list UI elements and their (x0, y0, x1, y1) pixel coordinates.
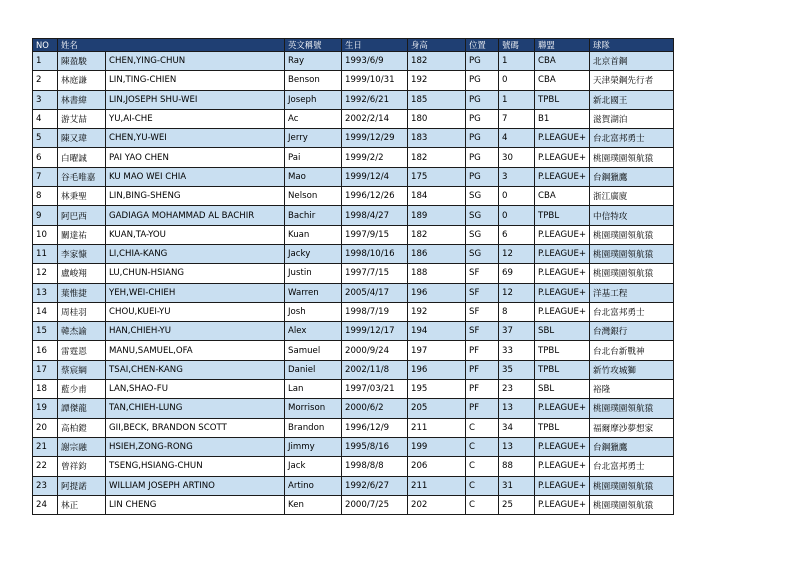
cell-height: 186 (408, 244, 466, 263)
cell-chinese-name: 白曜誠 (58, 148, 106, 167)
table-row (33, 322, 674, 341)
cell-chinese-name: 曾祥鈞 (58, 457, 106, 476)
cell-chinese-name: 林庭謙 (58, 71, 106, 90)
table-row (33, 476, 674, 495)
cell-team: 桃園璞園領航猿 (590, 148, 674, 167)
cell-height: 196 (408, 360, 466, 379)
table-row (33, 52, 674, 71)
cell-romanized-name: TSENG,HSIANG-CHUN (106, 457, 285, 476)
cell-position: PF (466, 360, 499, 379)
cell-position: SG (466, 225, 499, 244)
cell-english-name: Ac (285, 109, 342, 128)
cell-romanized-name: YU,AI-CHE (106, 109, 285, 128)
cell-chinese-name: 谷毛唯嘉 (58, 167, 106, 186)
cell-team: 台北富邦勇士 (590, 302, 674, 321)
cell-number: 0 (499, 187, 535, 206)
cell-birthday: 1997/9/15 (342, 225, 408, 244)
cell-team: 桃園璞園領航猿 (590, 244, 674, 263)
cell-chinese-name: 游艾喆 (58, 109, 106, 128)
cell-team: 台北富邦勇士 (590, 457, 674, 476)
cell-romanized-name: LIN,BING-SHENG (106, 187, 285, 206)
cell-position: C (466, 418, 499, 437)
cell-number: 35 (499, 360, 535, 379)
cell-romanized-name: LIN,TING-CHIEN (106, 71, 285, 90)
cell-height: 205 (408, 399, 466, 418)
cell-no: 20 (33, 418, 58, 437)
cell-english-name: Nelson (285, 187, 342, 206)
cell-number: 1 (499, 90, 535, 109)
cell-chinese-name: 李家慷 (58, 244, 106, 263)
cell-birthday: 2000/6/2 (342, 399, 408, 418)
cell-birthday: 1996/12/9 (342, 418, 408, 437)
cell-position: SG (466, 206, 499, 225)
table-row (33, 360, 674, 379)
cell-english-name: Lan (285, 380, 342, 399)
cell-english-name: Warren (285, 283, 342, 302)
cell-league: P.LEAGUE+ (535, 437, 590, 456)
cell-english-name: Joseph (285, 90, 342, 109)
cell-number: 0 (499, 71, 535, 90)
cell-english-name: Alex (285, 322, 342, 341)
cell-number: 31 (499, 476, 535, 495)
cell-position: C (466, 437, 499, 456)
cell-no: 1 (33, 52, 58, 71)
cell-chinese-name: 藍少甫 (58, 380, 106, 399)
cell-height: 182 (408, 52, 466, 71)
table-row (33, 341, 674, 360)
cell-number: 88 (499, 457, 535, 476)
cell-chinese-name: 謝宗融 (58, 437, 106, 456)
cell-birthday: 1993/6/9 (342, 52, 408, 71)
cell-height: 194 (408, 322, 466, 341)
table-row (33, 264, 674, 283)
cell-team: 天津榮鋼先行者 (590, 71, 674, 90)
cell-position: PG (466, 109, 499, 128)
cell-league: CBA (535, 187, 590, 206)
cell-english-name: Jerry (285, 129, 342, 148)
cell-birthday: 2002/11/8 (342, 360, 408, 379)
cell-league: P.LEAGUE+ (535, 244, 590, 263)
cell-no: 6 (33, 148, 58, 167)
cell-birthday: 1998/4/27 (342, 206, 408, 225)
cell-chinese-name: 周桂羽 (58, 302, 106, 321)
cell-english-name: Justin (285, 264, 342, 283)
cell-birthday: 2002/2/14 (342, 109, 408, 128)
cell-number: 13 (499, 437, 535, 456)
cell-no: 13 (33, 283, 58, 302)
cell-english-name: Bachir (285, 206, 342, 225)
cell-birthday: 1995/8/16 (342, 437, 408, 456)
cell-birthday: 1999/12/17 (342, 322, 408, 341)
cell-chinese-name: 蔡宸綱 (58, 360, 106, 379)
cell-number: 8 (499, 302, 535, 321)
cell-no: 18 (33, 380, 58, 399)
column-header-no: NO (33, 39, 58, 52)
cell-position: PF (466, 380, 499, 399)
cell-no: 8 (33, 187, 58, 206)
cell-birthday: 1996/12/26 (342, 187, 408, 206)
table-row (33, 418, 674, 437)
cell-romanized-name: MANU,SAMUEL,OFA (106, 341, 285, 360)
cell-league: B1 (535, 109, 590, 128)
table-row (33, 71, 674, 90)
cell-height: 192 (408, 71, 466, 90)
column-header-league: 聯盟 (535, 39, 590, 52)
cell-number: 4 (499, 129, 535, 148)
cell-chinese-name: 陳盈駿 (58, 52, 106, 71)
cell-no: 14 (33, 302, 58, 321)
cell-position: PG (466, 148, 499, 167)
cell-chinese-name: 林正 (58, 495, 106, 514)
cell-position: C (466, 476, 499, 495)
table-row (33, 302, 674, 321)
cell-chinese-name: 陳又瑋 (58, 129, 106, 148)
cell-birthday: 1999/2/2 (342, 148, 408, 167)
cell-english-name: Kuan (285, 225, 342, 244)
cell-number: 3 (499, 167, 535, 186)
cell-chinese-name: 譚傑龍 (58, 399, 106, 418)
column-header-team: 球隊 (590, 39, 674, 52)
cell-number: 34 (499, 418, 535, 437)
cell-league: TPBL (535, 360, 590, 379)
cell-position: PG (466, 52, 499, 71)
cell-height: 188 (408, 264, 466, 283)
cell-position: PG (466, 129, 499, 148)
cell-english-name: Jack (285, 457, 342, 476)
cell-height: 202 (408, 495, 466, 514)
cell-romanized-name: PAI YAO CHEN (106, 148, 285, 167)
cell-team: 桃園璞園領航猿 (590, 264, 674, 283)
cell-english-name: Pai (285, 148, 342, 167)
cell-number: 7 (499, 109, 535, 128)
cell-number: 23 (499, 380, 535, 399)
cell-chinese-name: 盧峻翔 (58, 264, 106, 283)
cell-number: 69 (499, 264, 535, 283)
cell-birthday: 2005/4/17 (342, 283, 408, 302)
cell-no: 21 (33, 437, 58, 456)
cell-number: 1 (499, 52, 535, 71)
cell-league: P.LEAGUE+ (535, 264, 590, 283)
cell-chinese-name: 高柏鎧 (58, 418, 106, 437)
cell-team: 裕隆 (590, 380, 674, 399)
cell-birthday: 1992/6/27 (342, 476, 408, 495)
cell-birthday: 1998/8/8 (342, 457, 408, 476)
cell-height: 195 (408, 380, 466, 399)
cell-number: 37 (499, 322, 535, 341)
cell-romanized-name: GADIAGA MOHAMMAD AL BACHIR (106, 206, 285, 225)
cell-romanized-name: GII,BECK, BRANDON SCOTT (106, 418, 285, 437)
cell-team: 台北富邦勇士 (590, 129, 674, 148)
cell-position: C (466, 457, 499, 476)
cell-birthday: 1998/7/19 (342, 302, 408, 321)
cell-team: 桃園璞園領航猿 (590, 399, 674, 418)
roster-table (32, 38, 674, 515)
cell-position: SF (466, 264, 499, 283)
cell-position: SG (466, 244, 499, 263)
column-header-position: 位置 (466, 39, 499, 52)
cell-league: SBL (535, 380, 590, 399)
cell-romanized-name: LU,CHUN-HSIANG (106, 264, 285, 283)
cell-position: SF (466, 322, 499, 341)
cell-no: 9 (33, 206, 58, 225)
cell-league: P.LEAGUE+ (535, 167, 590, 186)
column-header-birthday: 生日 (342, 39, 408, 52)
cell-english-name: Daniel (285, 360, 342, 379)
cell-no: 10 (33, 225, 58, 244)
cell-team: 新北國王 (590, 90, 674, 109)
column-header-height: 身高 (408, 39, 466, 52)
cell-height: 199 (408, 437, 466, 456)
cell-team: 台鋼獵鷹 (590, 167, 674, 186)
cell-english-name: Jimmy (285, 437, 342, 456)
cell-league: P.LEAGUE+ (535, 148, 590, 167)
cell-romanized-name: CHOU,KUEI-YU (106, 302, 285, 321)
cell-english-name: Benson (285, 71, 342, 90)
cell-height: 184 (408, 187, 466, 206)
cell-romanized-name: TAN,CHIEH-LUNG (106, 399, 285, 418)
cell-english-name: Jacky (285, 244, 342, 263)
table-row (33, 148, 674, 167)
cell-height: 211 (408, 476, 466, 495)
cell-league: TPBL (535, 418, 590, 437)
cell-league: TPBL (535, 206, 590, 225)
cell-team: 浙江廣廈 (590, 187, 674, 206)
header-row (33, 39, 674, 52)
table-row (33, 457, 674, 476)
cell-romanized-name: YEH,WEI-CHIEH (106, 283, 285, 302)
table-row (33, 380, 674, 399)
cell-no: 22 (33, 457, 58, 476)
cell-league: P.LEAGUE+ (535, 225, 590, 244)
table-row (33, 437, 674, 456)
cell-chinese-name: 阿巴西 (58, 206, 106, 225)
cell-birthday: 1999/12/4 (342, 167, 408, 186)
cell-chinese-name: 雷霆恩 (58, 341, 106, 360)
table-row (33, 225, 674, 244)
cell-no: 7 (33, 167, 58, 186)
cell-english-name: Brandon (285, 418, 342, 437)
cell-position: SF (466, 302, 499, 321)
cell-number: 12 (499, 283, 535, 302)
cell-romanized-name: LI,CHIA-KANG (106, 244, 285, 263)
column-header-name: 姓名 (58, 39, 285, 52)
column-header-number: 號碼 (499, 39, 535, 52)
cell-league: P.LEAGUE+ (535, 129, 590, 148)
cell-height: 189 (408, 206, 466, 225)
cell-height: 206 (408, 457, 466, 476)
table-row (33, 495, 674, 514)
cell-team: 台鋼獵鷹 (590, 437, 674, 456)
cell-romanized-name: LIN,JOSEPH SHU-WEI (106, 90, 285, 109)
table-row (33, 399, 674, 418)
cell-english-name: Mao (285, 167, 342, 186)
cell-no: 5 (33, 129, 58, 148)
cell-position: PG (466, 90, 499, 109)
cell-team: 福爾摩沙夢想家 (590, 418, 674, 437)
cell-number: 30 (499, 148, 535, 167)
cell-height: 182 (408, 225, 466, 244)
cell-romanized-name: KUAN,TA-YOU (106, 225, 285, 244)
cell-no: 15 (33, 322, 58, 341)
cell-birthday: 1992/6/21 (342, 90, 408, 109)
cell-height: 183 (408, 129, 466, 148)
cell-chinese-name: 林書緯 (58, 90, 106, 109)
cell-romanized-name: TSAI,CHEN-KANG (106, 360, 285, 379)
cell-romanized-name: CHEN,YING-CHUN (106, 52, 285, 71)
cell-romanized-name: HSIEH,ZONG-RONG (106, 437, 285, 456)
cell-chinese-name: 林秉聖 (58, 187, 106, 206)
cell-english-name: Ray (285, 52, 342, 71)
cell-no: 19 (33, 399, 58, 418)
cell-romanized-name: LAN,SHAO-FU (106, 380, 285, 399)
cell-team: 中信特攻 (590, 206, 674, 225)
table-row (33, 90, 674, 109)
cell-romanized-name: WILLIAM JOSEPH ARTINO (106, 476, 285, 495)
cell-team: 台北台新戰神 (590, 341, 674, 360)
cell-no: 24 (33, 495, 58, 514)
cell-league: TPBL (535, 341, 590, 360)
cell-no: 4 (33, 109, 58, 128)
cell-english-name: Samuel (285, 341, 342, 360)
cell-no: 16 (33, 341, 58, 360)
cell-no: 12 (33, 264, 58, 283)
table-row (33, 244, 674, 263)
cell-no: 17 (33, 360, 58, 379)
cell-number: 33 (499, 341, 535, 360)
cell-height: 197 (408, 341, 466, 360)
cell-romanized-name: LIN CHENG (106, 495, 285, 514)
cell-league: P.LEAGUE+ (535, 476, 590, 495)
cell-league: CBA (535, 52, 590, 71)
cell-english-name: Josh (285, 302, 342, 321)
cell-league: TPBL (535, 90, 590, 109)
cell-romanized-name: KU MAO WEI CHIA (106, 167, 285, 186)
cell-position: PG (466, 167, 499, 186)
cell-position: PG (466, 71, 499, 90)
cell-height: 192 (408, 302, 466, 321)
cell-league: P.LEAGUE+ (535, 495, 590, 514)
roster-body (33, 52, 674, 515)
cell-team: 台灣銀行 (590, 322, 674, 341)
cell-league: P.LEAGUE+ (535, 302, 590, 321)
cell-number: 0 (499, 206, 535, 225)
cell-league: P.LEAGUE+ (535, 457, 590, 476)
cell-team: 北京首鋼 (590, 52, 674, 71)
cell-team: 桃園璞園領航猿 (590, 476, 674, 495)
cell-chinese-name: 關達祐 (58, 225, 106, 244)
cell-birthday: 2000/7/25 (342, 495, 408, 514)
cell-birthday: 1999/12/29 (342, 129, 408, 148)
table-row (33, 167, 674, 186)
table-row (33, 206, 674, 225)
cell-chinese-name: 韓杰諭 (58, 322, 106, 341)
cell-no: 23 (33, 476, 58, 495)
table-row (33, 129, 674, 148)
cell-english-name: Ken (285, 495, 342, 514)
cell-league: SBL (535, 322, 590, 341)
cell-no: 3 (33, 90, 58, 109)
cell-position: C (466, 495, 499, 514)
cell-height: 196 (408, 283, 466, 302)
cell-height: 175 (408, 167, 466, 186)
cell-league: P.LEAGUE+ (535, 399, 590, 418)
cell-birthday: 1997/03/21 (342, 380, 408, 399)
cell-league: P.LEAGUE+ (535, 283, 590, 302)
cell-position: SF (466, 283, 499, 302)
cell-birthday: 1997/7/15 (342, 264, 408, 283)
cell-team: 新竹攻城獅 (590, 360, 674, 379)
cell-height: 211 (408, 418, 466, 437)
cell-romanized-name: CHEN,YU-WEI (106, 129, 285, 148)
table-row (33, 109, 674, 128)
cell-birthday: 2000/9/24 (342, 341, 408, 360)
cell-no: 2 (33, 71, 58, 90)
cell-number: 12 (499, 244, 535, 263)
cell-birthday: 1999/10/31 (342, 71, 408, 90)
cell-birthday: 1998/10/16 (342, 244, 408, 263)
cell-team: 桃園璞園領航猿 (590, 495, 674, 514)
cell-english-name: Morrison (285, 399, 342, 418)
cell-height: 180 (408, 109, 466, 128)
cell-height: 182 (408, 148, 466, 167)
cell-team: 滋賀湖泊 (590, 109, 674, 128)
table-row (33, 283, 674, 302)
cell-number: 25 (499, 495, 535, 514)
cell-height: 185 (408, 90, 466, 109)
cell-chinese-name: 阿提諾 (58, 476, 106, 495)
cell-position: PF (466, 399, 499, 418)
table-row (33, 187, 674, 206)
cell-number: 13 (499, 399, 535, 418)
cell-number: 6 (499, 225, 535, 244)
cell-league: CBA (535, 71, 590, 90)
cell-position: SG (466, 187, 499, 206)
cell-position: PF (466, 341, 499, 360)
cell-romanized-name: HAN,CHIEH-YU (106, 322, 285, 341)
cell-no: 11 (33, 244, 58, 263)
column-header-english-name: 英文稱號 (285, 39, 342, 52)
cell-team: 洋基工程 (590, 283, 674, 302)
cell-chinese-name: 葉惟捷 (58, 283, 106, 302)
cell-team: 桃園璞園領航猿 (590, 225, 674, 244)
cell-english-name: Artino (285, 476, 342, 495)
